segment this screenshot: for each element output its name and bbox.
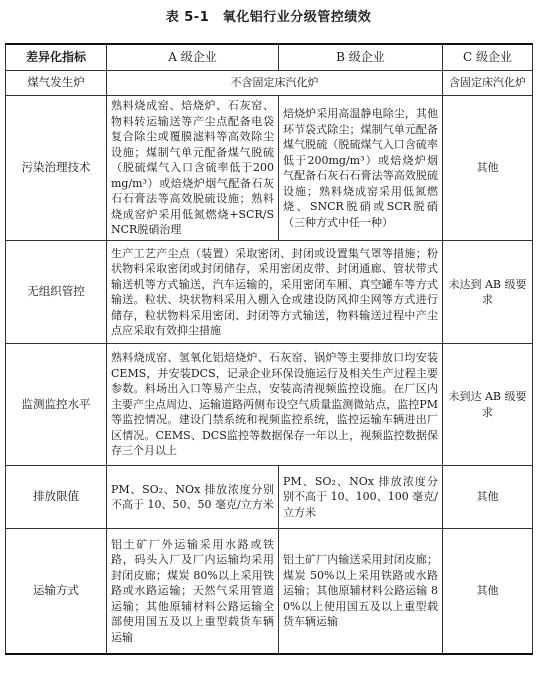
cell-ab: 生产工艺产尘点（装置）采取密闭、封闭或设置集气罩等措施；粉状物料采取密闭或封闭储存，采用密闭皮带、封闭通廊、管状带式输送机等方式输送，汽车运输的，采用密闭车厢、真空罐车等方式输送。粒状、块状物料采用入棚入仓或建设防风抑尘网等方式进行储存，粒状物料采用密闭、封闭等方式输送，物料输送过程中产尘点应采取有效抑尘措施 (107, 241, 443, 344)
table-row (6, 529, 533, 655)
cell-c: 未到达 AB 级要求 (443, 344, 533, 466)
header-indicator: 差异化指标 (6, 44, 107, 71)
header-grade-a: A 级企业 (107, 44, 279, 71)
table-row (6, 71, 533, 96)
grading-table (5, 43, 533, 655)
table-row (6, 344, 533, 466)
cell-c: 其他 (443, 529, 533, 655)
table-title: 表 5-1 氧化铝行业分级管控绩效 (165, 10, 372, 25)
cell-a: PM、SO₂、NOx 排放浓度分别不高于 10、50、50 毫克/立方米 (107, 466, 279, 529)
cell-ab: 不含固定床汽化炉 (107, 71, 443, 96)
cell-c: 未达到 AB 级要求 (443, 241, 533, 344)
table-row (6, 96, 533, 241)
row-label: 运输方式 (6, 529, 107, 655)
header-grade-c: C 级企业 (443, 44, 533, 71)
table-row (6, 241, 533, 344)
cell-c: 其他 (443, 96, 533, 241)
cell-c: 含固定床汽化炉 (443, 71, 533, 96)
cell-b: 焙烧炉采用高温静电除尘，其他环节袋式除尘；煤制气单元配备煤气脱硫（脱硫煤气入口含硫率低于200mg/m³）或焙烧炉烟气配备石灰石石膏法等高效脱硫设施；熟料烧成窑采用低氮燃烧、SNCR脱硝或SCR脱硝（三种方式中任一种） (279, 96, 443, 241)
cell-b: 铝土矿厂内输送采用封闭皮廊；煤炭 50%以上采用铁路或水路运输；其他原辅材料公路运输 80%以上使用国五及以上重型载货车辆运输 (279, 529, 443, 655)
row-label: 排放限值 (6, 466, 107, 529)
cell-c: 其他 (443, 466, 533, 529)
table-row (6, 466, 533, 529)
cell-a: 铝土矿厂外运输采用水路或铁路，码头入厂及厂内运输均采用封闭皮廊；煤炭 80%以上采用铁路或水路运输；天然气采用管道运输；其他原辅材料公路运输全部使用国五及以上重型载货车辆运输 (107, 529, 279, 655)
header-row (6, 44, 533, 71)
row-label: 监测监控水平 (6, 344, 107, 466)
row-label: 无组织管控 (6, 241, 107, 344)
row-label: 污染治理技术 (6, 96, 107, 241)
cell-a: 熟料烧成窑、焙烧炉、石灰窑、物料转运输送等产尘点配备电袋复合除尘或覆膜滤料等高效除尘设施；煤制气单元配备煤气脱硫（脱硫煤气入口含硫率低于200mg/m³）或焙烧炉烟气配备石灰石石膏法等高效脱硫设施；熟料烧成窑炉采用低氮燃烧+SCR/SNCR脱硝治理 (107, 96, 279, 241)
cell-ab: 熟料烧成窑、氢氧化铝焙烧炉、石灰窑、锅炉等主要排放口均安装CEMS，并安装DCS，记录企业环保设施运行及相关生产过程主要参数。料场出入口等易产尘点，安装高清视频监控设施。在厂区内主要产尘点周边、运输道路两侧布设空气质量监测微站点，监控PM等监控情况。建设门禁系统和视频监控系统，监控运输车辆进出厂区情况。CEMS、DCS监控等数据保存一年以上，视频监控数据保存三个月以上 (107, 344, 443, 466)
row-label: 煤气发生炉 (6, 71, 107, 96)
cell-b: PM、SO₂、NOx 排放浓度分别不高于 10、100、100 毫克/立方米 (279, 466, 443, 529)
header-grade-b: B 级企业 (279, 44, 443, 71)
